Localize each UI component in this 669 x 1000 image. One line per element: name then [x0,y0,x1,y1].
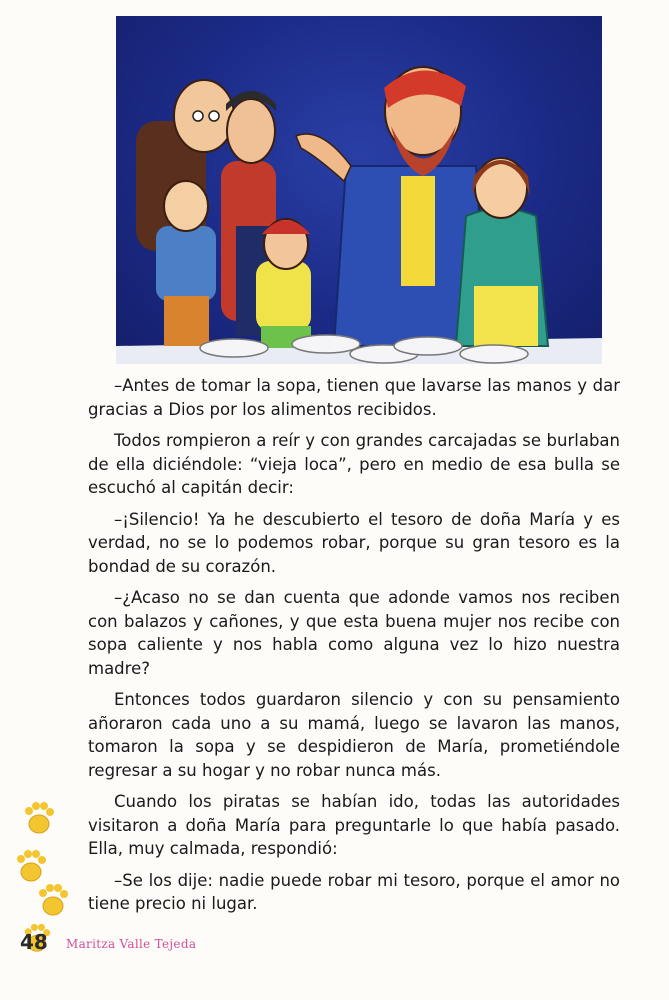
paw-print-icon [14,848,48,884]
paragraph: Entonces todos guardaron silencio y con su pensamiento añoraron cada uno a su mamá, luego se lavaron las manos, tomaron la sopa y se despidieron de María, prometiéndole regresar a su hogar y no robar nunca más. [88,690,620,780]
story-illustration [116,16,602,364]
story-text [88,374,620,924]
pirates-illustration-icon [116,16,602,364]
paragraph: Todos rompieron a reír y con grandes carcajadas se burlaban de ella diciéndole: “vieja loca”, pero en medio de esa bulla se escuchó al capitán decir: [88,431,620,497]
paragraph: –Antes de tomar la sopa, tienen que lavarse las manos y dar gracias a Dios por los alimentos recibidos. [88,376,620,419]
paragraph: –¿Acaso no se dan cuenta que adonde vamos nos reciben con balazos y cañones, y que esta buena mujer nos recibe con sopa caliente y nos habla como alguna vez lo hizo nuestra madre? [88,588,620,678]
paragraph: –Se los dije: nadie puede robar mi tesoro, porque el amor no tiene precio ni lugar. [88,870,620,913]
paragraph: –¡Silencio! Ya he descubierto el tesoro de doña María y es verdad, no se lo podemos robar, porque su gran tesoro es la bondad de su corazón. [88,509,620,576]
paragraph: Cuando los piratas se habían ido, todas las autoridades visitaron a doña María para preguntarle lo que había pasado. Ella, muy calmada, respondió: [88,792,620,858]
paw-print-icon [22,800,56,836]
page-number: 48 [20,930,48,954]
author-name: Maritza Valle Tejeda [66,937,197,951]
paw-print-icon [36,882,70,918]
